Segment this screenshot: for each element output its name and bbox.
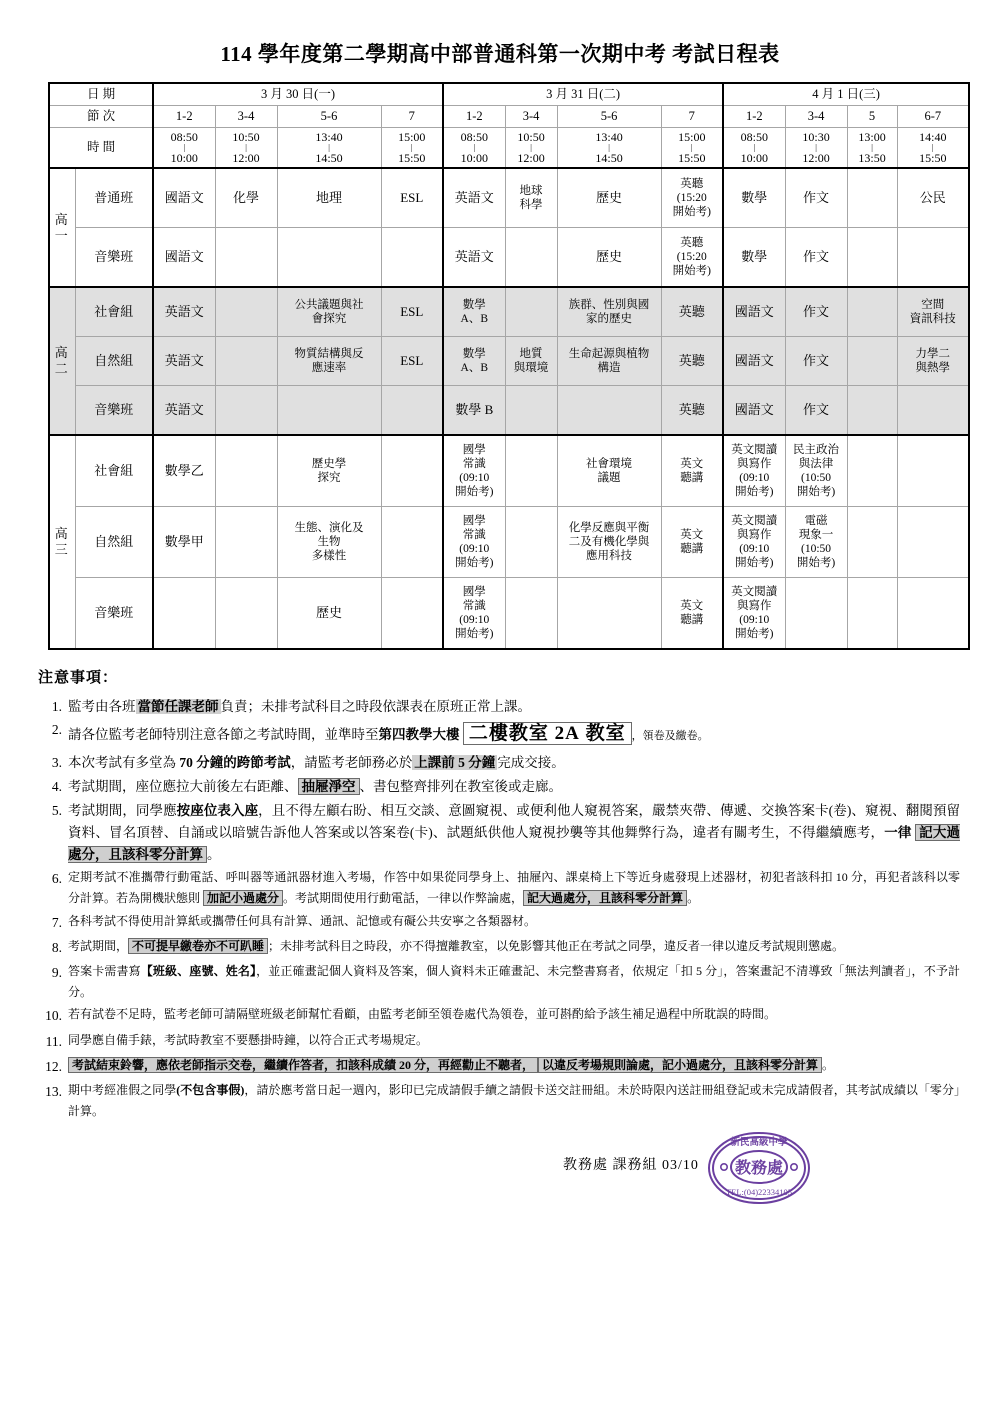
exam-cell: 歷史 bbox=[557, 228, 661, 288]
time-header: 13:40 | 14:50 bbox=[557, 128, 661, 169]
time-header: 14:40 | 15:50 bbox=[897, 128, 969, 169]
time-header: 15:00 | 15:50 bbox=[381, 128, 443, 169]
time-header: 10:30 | 12:00 bbox=[785, 128, 847, 169]
note-item bbox=[38, 911, 960, 934]
note-text: 考試期間，同學應按座位表入座，且不得左顧右盼、相互交談、意圖窺視、或便利他人窺視答案，嚴禁夾帶、傳遞、交換答案卡(卷)、窺視、翻閱預留資料、冒名頂替、自誦或以暗號告訴他人答案或以答案卷(卡)、試題紙供他人窺視抄襲等其他舞弊行為，違者有關考生，不得繼續應考，一律 記大過處分，且該科零分計算 。 bbox=[68, 802, 961, 862]
schedule-row bbox=[49, 287, 969, 337]
svg-text:新民高級中學: 新民高級中學 bbox=[730, 1138, 788, 1149]
official-seal bbox=[706, 1129, 812, 1207]
exam-cell bbox=[505, 507, 557, 578]
exam-cell bbox=[785, 578, 847, 650]
note-number: 11. bbox=[45, 1033, 62, 1049]
header-row-time bbox=[49, 128, 969, 169]
exam-cell bbox=[381, 578, 443, 650]
exam-cell bbox=[847, 228, 897, 288]
note-number: 1. bbox=[51, 698, 62, 714]
exam-cell: 國學 常識 (09:10 開始考) bbox=[443, 435, 505, 507]
exam-cell bbox=[381, 228, 443, 288]
exam-cell: 物質結構與反 應速率 bbox=[277, 337, 381, 386]
exam-cell bbox=[847, 337, 897, 386]
note-item bbox=[38, 867, 960, 908]
exam-cell: 英語文 bbox=[153, 386, 215, 436]
day-header: 4 月 1 日(三) bbox=[723, 83, 969, 106]
class-label: 音樂班 bbox=[75, 578, 153, 650]
grade-label: 高 一 bbox=[49, 168, 75, 287]
day-header: 3 月 31 日(二) bbox=[443, 83, 723, 106]
exam-cell: 數學 A、B bbox=[443, 287, 505, 337]
note-text: 監考由各班 當節任課老師 負責；未排考試科目之時段依課表在原班正常上課。 bbox=[68, 698, 531, 714]
note-item bbox=[38, 800, 960, 866]
exam-cell bbox=[847, 168, 897, 228]
exam-cell: ESL bbox=[381, 168, 443, 228]
page-title: 114 學年度第二學期高中部普通科第一次期中考 考試日程表 bbox=[220, 42, 780, 66]
schedule-table-container bbox=[0, 82, 1000, 650]
exam-cell: 英聽 bbox=[661, 337, 723, 386]
note-number: 13. bbox=[45, 1084, 62, 1100]
exam-cell: 英語文 bbox=[443, 228, 505, 288]
exam-cell bbox=[505, 435, 557, 507]
period-header: 5 bbox=[847, 106, 897, 128]
exam-cell: 地質 與環境 bbox=[505, 337, 557, 386]
period-header: 6-7 bbox=[897, 106, 969, 128]
exam-cell: 作文 bbox=[785, 386, 847, 436]
period-header: 1-2 bbox=[723, 106, 785, 128]
header-row-period bbox=[49, 106, 969, 128]
exam-cell: 歷史學 探究 bbox=[277, 435, 381, 507]
signature-text: 教務處 課務組 03/10 bbox=[563, 1158, 699, 1174]
note-number: 6. bbox=[51, 871, 62, 887]
exam-cell bbox=[897, 435, 969, 507]
exam-cell: 歷史 bbox=[557, 168, 661, 228]
exam-cell bbox=[897, 228, 969, 288]
exam-cell: 地球 科學 bbox=[505, 168, 557, 228]
class-label: 自然組 bbox=[75, 507, 153, 578]
period-header: 5-6 bbox=[277, 106, 381, 128]
label-time: 時 間 bbox=[49, 128, 153, 169]
exam-cell: 英文 聽講 bbox=[661, 435, 723, 507]
note-number: 7. bbox=[51, 914, 62, 930]
note-number: 5. bbox=[51, 802, 62, 818]
note-text: 答案卡需書寫【班級、座號、姓名】，並正確畫記個人資料及答案，個人資料未正確畫記、未完整書寫者，依規定「扣 5 分」，答案畫記不清導致「無法判讀者」，不予計分。 bbox=[68, 964, 960, 999]
note-text: 若有試卷不足時，監考老師可請隔壁班級老師幫忙看顧，由監考老師至領卷處代為領卷，並可斟酌給予該生補足過程中所耽誤的時間。 bbox=[68, 1007, 777, 1022]
exam-cell bbox=[153, 578, 215, 650]
exam-cell bbox=[847, 386, 897, 436]
exam-cell bbox=[897, 507, 969, 578]
exam-cell: 生態、演化及 生物 多樣性 bbox=[277, 507, 381, 578]
exam-cell bbox=[215, 435, 277, 507]
exam-cell bbox=[897, 386, 969, 436]
exam-cell: 英聽 bbox=[661, 287, 723, 337]
exam-cell bbox=[505, 228, 557, 288]
exam-cell: 英文 聽講 bbox=[661, 578, 723, 650]
grade-label: 高 二 bbox=[49, 287, 75, 435]
exam-cell: 英文閱讀 與寫作 (09:10 開始考) bbox=[723, 435, 785, 507]
note-text: 期中考經准假之同學(不包含事假)，請於應考當日起一週內，影印已完成請假手續之請假卡送交註冊組。未於時限內送註冊組登記或未完成請假者，其考試成績以「零分」計算。 bbox=[68, 1083, 960, 1118]
schedule-row bbox=[49, 507, 969, 578]
exam-cell: 歷史 bbox=[277, 578, 381, 650]
exam-cell bbox=[215, 337, 277, 386]
header-row-date bbox=[49, 83, 969, 106]
exam-cell: 國語文 bbox=[153, 228, 215, 288]
period-header: 1-2 bbox=[443, 106, 505, 128]
exam-cell: 數學 A、B bbox=[443, 337, 505, 386]
grade-label: 高 三 bbox=[49, 435, 75, 649]
period-header: 3-4 bbox=[215, 106, 277, 128]
exam-cell bbox=[215, 507, 277, 578]
exam-cell: 族群、性別與國 家的歷史 bbox=[557, 287, 661, 337]
exam-cell bbox=[381, 435, 443, 507]
exam-cell: 國學 常識 (09:10 開始考) bbox=[443, 578, 505, 650]
exam-cell: 電磁 現象一 (10:50 開始考) bbox=[785, 507, 847, 578]
note-text: 請各位監考老師特別注意各節之考試時間，並準時至第四教學大樓 二樓教室 2A 教室 ，領卷及繳卷。 bbox=[68, 723, 709, 745]
exam-cell: 力學二 與熱學 bbox=[897, 337, 969, 386]
exam-schedule-table bbox=[48, 82, 970, 650]
note-item bbox=[38, 1055, 960, 1078]
note-item bbox=[38, 961, 960, 1002]
note-item bbox=[38, 696, 960, 718]
note-number: 4. bbox=[51, 779, 62, 795]
exam-cell bbox=[505, 578, 557, 650]
exam-cell: 英聽 bbox=[661, 386, 723, 436]
note-number: 10. bbox=[45, 1008, 62, 1024]
note-text: 本次考試有多堂為 70 分鐘的跨節考試，請監考老師務必於 上課前 5 分鐘 完成交接。 bbox=[68, 755, 565, 771]
label-period: 節 次 bbox=[49, 106, 153, 128]
exam-cell: 英語文 bbox=[153, 287, 215, 337]
note-item bbox=[38, 1004, 960, 1027]
exam-cell: 化學 bbox=[215, 168, 277, 228]
schedule-row bbox=[49, 435, 969, 507]
exam-cell bbox=[215, 578, 277, 650]
exam-cell bbox=[557, 386, 661, 436]
exam-cell: 空間 資訊科技 bbox=[897, 287, 969, 337]
exam-cell: 數學甲 bbox=[153, 507, 215, 578]
note-text: 定期考試不准攜帶行動電話、呼叫器等通訊器材進入考場，作答中如果從同學身上、抽屜內、課桌椅上下等近身處發現上述器材，初犯者該科扣 10 分，再犯者該科以零分計算。若為開機狀態則 加記小過處分 。考試期間使用行動電話，一律以作弊論處， 記大過處分，且該科零分計算 。 bbox=[68, 870, 960, 906]
exam-cell: 數學 bbox=[723, 168, 785, 228]
note-number: 8. bbox=[51, 939, 62, 955]
exam-cell: 民主政治 與法律 (10:50 開始考) bbox=[785, 435, 847, 507]
exam-cell: 化學反應與平衡 二及有機化學與 應用科技 bbox=[557, 507, 661, 578]
class-label: 普通班 bbox=[75, 168, 153, 228]
note-text: 考試期間，座位應拉大前後左右距離、 抽屜淨空 、書包整齊排列在教室後或走廊。 bbox=[68, 779, 562, 795]
exam-cell bbox=[277, 228, 381, 288]
day-header: 3 月 30 日(一) bbox=[153, 83, 443, 106]
time-header: 08:50 | 10:00 bbox=[153, 128, 215, 169]
exam-cell: 作文 bbox=[785, 168, 847, 228]
schedule-row bbox=[49, 337, 969, 386]
time-header: 13:00 | 13:50 bbox=[847, 128, 897, 169]
exam-cell bbox=[847, 287, 897, 337]
period-header: 3-4 bbox=[785, 106, 847, 128]
schedule-row bbox=[49, 386, 969, 436]
note-text: 同學應自備手錶，考試時教室不要懸掛時鐘，以符合正式考場規定。 bbox=[68, 1032, 429, 1047]
note-item bbox=[38, 719, 960, 750]
svg-text:TEL:(04)22334105: TEL:(04)22334105 bbox=[725, 1187, 793, 1198]
exam-cell: 生命起源與植物 構造 bbox=[557, 337, 661, 386]
class-label: 自然組 bbox=[75, 337, 153, 386]
exam-cell bbox=[505, 287, 557, 337]
exam-cell: 數學乙 bbox=[153, 435, 215, 507]
note-item bbox=[38, 1030, 960, 1053]
class-label: 音樂班 bbox=[75, 228, 153, 288]
notes-section bbox=[0, 650, 1000, 1205]
svg-text:教務處: 教務處 bbox=[734, 1160, 784, 1178]
exam-cell: 公民 bbox=[897, 168, 969, 228]
exam-cell: 國語文 bbox=[153, 168, 215, 228]
exam-cell bbox=[557, 578, 661, 650]
time-header: 10:50 | 12:00 bbox=[215, 128, 277, 169]
label-date: 日 期 bbox=[49, 83, 153, 106]
exam-cell: 作文 bbox=[785, 337, 847, 386]
exam-cell: 作文 bbox=[785, 228, 847, 288]
note-number: 12. bbox=[45, 1058, 62, 1074]
exam-cell: 社會環境 議題 bbox=[557, 435, 661, 507]
exam-cell bbox=[897, 578, 969, 650]
note-text: 各科考試不得使用計算紙或攜帶任何具有計算、通訊、記憶或有礙公共安寧之各類器材。 bbox=[68, 913, 537, 928]
note-item bbox=[38, 1080, 960, 1121]
period-header: 7 bbox=[661, 106, 723, 128]
exam-cell bbox=[847, 578, 897, 650]
exam-cell: 英聽 (15:20 開始考) bbox=[661, 168, 723, 228]
note-item bbox=[38, 752, 960, 774]
schedule-row bbox=[49, 228, 969, 288]
exam-cell: 英文 聽講 bbox=[661, 507, 723, 578]
time-header: 15:00 | 15:50 bbox=[661, 128, 723, 169]
exam-cell: 國語文 bbox=[723, 337, 785, 386]
exam-cell bbox=[381, 386, 443, 436]
note-text: 考試期間， 不可提早繳卷亦不可趴睡 ；未排考試科目之時段，亦不得擅離教室，以免影響其他正在考試之同學，違反者一律以違反考試規則懲處。 bbox=[68, 938, 845, 953]
exam-cell: 國語文 bbox=[723, 386, 785, 436]
exam-cell bbox=[505, 386, 557, 436]
notes-list bbox=[38, 696, 960, 1122]
time-header: 08:50 | 10:00 bbox=[723, 128, 785, 169]
exam-cell: ESL bbox=[381, 287, 443, 337]
exam-cell: ESL bbox=[381, 337, 443, 386]
exam-cell bbox=[847, 435, 897, 507]
note-text: 考試結束鈴響，應依老師指示交卷，繼續作答者，扣該科成績 20 分，再經勸止不聽者， 以違反考場規則論處，記小過處分，且該科零分計算 。 bbox=[68, 1055, 960, 1076]
exam-cell: 數學 bbox=[723, 228, 785, 288]
time-header: 10:50 | 12:00 bbox=[505, 128, 557, 169]
exam-cell bbox=[277, 386, 381, 436]
exam-cell: 作文 bbox=[785, 287, 847, 337]
note-item bbox=[38, 936, 960, 959]
time-header: 08:50 | 10:00 bbox=[443, 128, 505, 169]
exam-cell: 數學 B bbox=[443, 386, 505, 436]
exam-cell: 地理 bbox=[277, 168, 381, 228]
signature-row bbox=[38, 1135, 960, 1205]
exam-cell: 英文閱讀 與寫作 (09:10 開始考) bbox=[723, 578, 785, 650]
exam-cell: 國學 常識 (09:10 開始考) bbox=[443, 507, 505, 578]
period-header: 7 bbox=[381, 106, 443, 128]
exam-cell: 英聽 (15:20 開始考) bbox=[661, 228, 723, 288]
schedule-row bbox=[49, 168, 969, 228]
exam-cell bbox=[215, 228, 277, 288]
period-header: 5-6 bbox=[557, 106, 661, 128]
period-header: 3-4 bbox=[505, 106, 557, 128]
exam-cell bbox=[215, 287, 277, 337]
exam-cell: 國語文 bbox=[723, 287, 785, 337]
period-header: 1-2 bbox=[153, 106, 215, 128]
exam-cell: 英語文 bbox=[153, 337, 215, 386]
exam-cell bbox=[381, 507, 443, 578]
class-label: 社會組 bbox=[75, 435, 153, 507]
note-number: 3. bbox=[51, 755, 62, 771]
class-label: 社會組 bbox=[75, 287, 153, 337]
schedule-row bbox=[49, 578, 969, 650]
exam-cell bbox=[215, 386, 277, 436]
notes-heading: 注意事項： bbox=[38, 670, 119, 687]
class-label: 音樂班 bbox=[75, 386, 153, 436]
note-number: 2. bbox=[51, 722, 62, 738]
note-item bbox=[38, 776, 960, 798]
exam-cell: 公共議題與社 會探究 bbox=[277, 287, 381, 337]
exam-cell: 英文閱讀 與寫作 (09:10 開始考) bbox=[723, 507, 785, 578]
note-number: 9. bbox=[51, 965, 62, 981]
time-header: 13:40 | 14:50 bbox=[277, 128, 381, 169]
exam-cell bbox=[847, 507, 897, 578]
exam-cell: 英語文 bbox=[443, 168, 505, 228]
